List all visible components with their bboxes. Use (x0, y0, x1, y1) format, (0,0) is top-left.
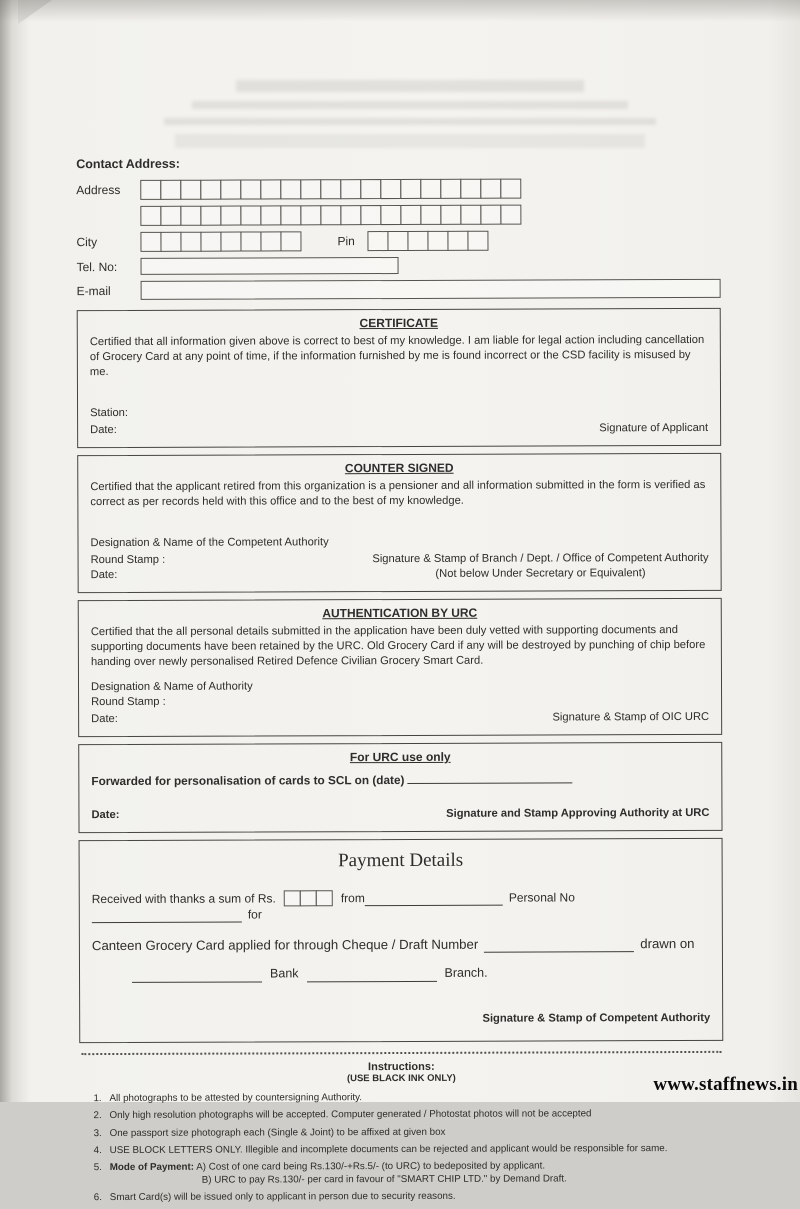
mode-of-payment-prefix: Mode of Payment: (110, 1162, 194, 1173)
counter-round-stamp-label: Round Stamp : Date: (91, 553, 166, 583)
received-prefix: Received with thanks a sum of Rs. (92, 890, 276, 907)
forwarded-line: Forwarded for personalisation of cards to SCL on (date) (91, 772, 709, 790)
address-boxes-row2 (140, 205, 521, 226)
char-box (280, 205, 301, 225)
char-box (320, 205, 341, 225)
payment-section (79, 838, 724, 1043)
counter-signed-body: Certified that the applicant retired from this organization is a pensioner and all information submitted in the form is verified as correct as per records held with this office and to the best of my knowledge. (90, 478, 708, 510)
char-box (420, 179, 441, 199)
char-box (427, 231, 448, 251)
authentication-section (78, 598, 722, 737)
char-box (380, 205, 401, 225)
personal-no-line (92, 911, 242, 923)
branch-label: Branch. (444, 965, 487, 982)
certificate-body: Certified that all information given above is correct to best of my knowledge. I am liable for legal action including cancellation of Grocery Card at any point of time, if the information furnished by me is found incorrect or the CSD facility is misused by me. (90, 333, 708, 380)
line2-prefix: Canteen Grocery Card applied for through Cheque / Draft Number (92, 935, 478, 954)
counter-signature-block (372, 551, 708, 582)
forwarded-date-line (408, 773, 573, 785)
oic-urc-signature-label: Signature & Stamp of OIC URC (552, 710, 709, 726)
payment-line-1 (92, 888, 710, 922)
char-box (340, 205, 361, 225)
contact-address-heading: Contact Address: (76, 155, 720, 171)
applicant-signature-label: Signature of Applicant (599, 421, 708, 436)
auth-designation-label: Designation & Name of Authority (91, 678, 709, 695)
char-box (140, 180, 161, 200)
char-box (316, 890, 333, 906)
certificate-section (77, 308, 721, 448)
instruction-item: 6. Smart Card(s) will be issued only to applicant in person due to security reasons. (80, 1189, 724, 1204)
char-box (300, 890, 317, 906)
char-box (220, 232, 241, 252)
char-box (284, 890, 301, 906)
address-row-2 (76, 204, 720, 226)
char-box (320, 179, 341, 199)
urc-signature-label: Signature and Stamp Approving Authority at URC (446, 806, 709, 822)
city-boxes (140, 231, 301, 252)
counter-signature-note: (Not below Under Secretary or Equivalent) (435, 567, 645, 580)
auth-round-stamp-label: Round Stamp : (91, 693, 709, 710)
from-line (365, 894, 503, 905)
cheque-number-line (484, 942, 634, 954)
bank-line (132, 972, 262, 983)
char-box (340, 179, 361, 199)
char-box (380, 179, 401, 199)
address-boxes-row1 (140, 179, 521, 200)
pin-boxes (367, 231, 488, 251)
auth-date-label: Date: (91, 712, 118, 727)
instruction-item: 4. USE BLOCK LETTERS ONLY. Illegible and incomplete documents can be rejected and applicant would be responsible for same. (80, 1142, 724, 1157)
counter-signed-title: COUNTER SIGNED (90, 459, 708, 477)
urc-use-title: For URC use only (91, 748, 709, 766)
counter-signed-section (77, 453, 721, 593)
char-box (260, 205, 281, 225)
payment-line-3 (132, 964, 710, 983)
pin-label: Pin (337, 234, 367, 248)
instructions-subheading: (USE BLACK INK ONLY) (79, 1072, 723, 1085)
form-content (76, 155, 724, 1209)
char-box (240, 205, 261, 225)
personal-no-label: Personal No (509, 889, 575, 905)
char-box (300, 179, 321, 199)
char-box (387, 231, 408, 251)
tel-label: Tel. No: (77, 259, 141, 273)
char-box (407, 231, 428, 251)
char-box (280, 179, 301, 199)
char-box (220, 206, 241, 226)
station-label: Station: (90, 404, 708, 421)
char-box (160, 206, 181, 226)
char-box (400, 205, 421, 225)
char-box (240, 179, 261, 199)
char-box (200, 180, 221, 200)
staffnews-watermark: www.staffnews.in (653, 1074, 798, 1096)
certificate-title: CERTIFICATE (90, 314, 708, 332)
city-pin-row (76, 230, 720, 252)
email-row (77, 279, 721, 300)
counter-sig-row (91, 551, 709, 583)
char-box (500, 205, 521, 225)
bank-label: Bank (270, 966, 299, 983)
tel-field (141, 257, 399, 275)
urc-sig-row (91, 806, 709, 823)
authentication-body: Certified that the all personal details submitted in the application have been duly vetted with supporting documents and supporting documents have been retained by the URC. Old Grocery Card if any will be destroyed by punching of chip before handing over newly personalised Retired Defence Civilian Grocery Smart Card. (91, 623, 709, 670)
char-box (460, 205, 481, 225)
instruction-item: 1. All photographs to be attested by countersigning Authority. (79, 1090, 723, 1105)
for-label: for (248, 906, 262, 922)
char-box (460, 179, 481, 199)
instruction-item: 2. Only high resolution photographs will be accepted. Computer generated / Photostat photos will not be accepted (79, 1107, 723, 1122)
instructions-section (79, 1060, 723, 1205)
char-box (260, 179, 281, 199)
tel-row (77, 256, 721, 275)
char-box (180, 232, 201, 252)
city-label: City (76, 235, 140, 249)
urc-use-section (78, 742, 722, 833)
char-box (260, 231, 281, 251)
email-field (141, 279, 721, 300)
char-box (240, 231, 261, 251)
char-box (180, 180, 201, 200)
counter-date-label: Date: (91, 569, 118, 581)
payment-mode-line-b: B) URC to pay Rs.130/- per card in favour of "SMART CHIP LTD." by Demand Draft. (202, 1172, 724, 1187)
char-box (480, 205, 501, 225)
auth-sig-row (91, 710, 709, 727)
payment-line-2 (92, 935, 710, 955)
from-label: from (341, 890, 365, 906)
char-box (200, 206, 221, 226)
contact-address-section (76, 155, 720, 300)
instruction-item-payment-mode: 5. Mode of Payment: A) Cost of one card being Rs.130/-+Rs.5/- (to URC) to bedeposited by applicant. B) URC to pay Rs.130/- per card in favour of "SMART CHIP LTD." by Demand Draft. (80, 1159, 724, 1188)
char-box (300, 205, 321, 225)
authentication-title: AUTHENTICATION BY URC (91, 604, 709, 622)
char-box (400, 179, 421, 199)
email-label: E-mail (77, 283, 141, 297)
char-box (447, 231, 468, 251)
char-box (500, 179, 521, 199)
char-box (360, 205, 381, 225)
char-box (367, 231, 388, 251)
urc-date-label: Date: (91, 808, 119, 823)
address-label: Address (76, 183, 140, 197)
char-box (467, 231, 488, 251)
char-box (220, 180, 241, 200)
char-box (480, 179, 501, 199)
competent-authority-signature-label: Signature & Stamp of Competent Authority (92, 1011, 710, 1028)
char-box (360, 179, 381, 199)
char-box (440, 205, 461, 225)
counter-signature-label: Signature & Stamp of Branch / Dept. / Office of Competent Authority (372, 552, 708, 565)
certificate-date-label: Date: (90, 423, 117, 438)
char-box (440, 179, 461, 199)
char-box (140, 206, 161, 226)
amount-boxes (284, 890, 333, 906)
instruction-item: 3. One passport size photograph each (Single & Joint) to be affixed at given box (80, 1124, 724, 1139)
branch-line (307, 971, 437, 982)
char-box (180, 206, 201, 226)
page-bleed-through (130, 80, 690, 157)
char-box (160, 232, 181, 252)
payment-mode-line-a: A) Cost of one card being Rs.130/-+Rs.5/- (to URC) to bedeposited by applicant. (196, 1161, 545, 1173)
dotted-separator (81, 1051, 721, 1055)
char-box (200, 232, 221, 252)
char-box (140, 232, 161, 252)
instructions-heading: Instructions: (79, 1060, 723, 1074)
payment-title: Payment Details (92, 847, 710, 875)
counter-designation-label: Designation & Name of the Competent Authority (90, 534, 708, 551)
certificate-sig-row (90, 421, 708, 438)
char-box (160, 180, 181, 200)
char-box (420, 205, 441, 225)
char-box (280, 231, 301, 251)
address-row-1 (76, 178, 720, 200)
page-corner-fold (18, 0, 52, 24)
drawn-on-label: drawn on (640, 935, 694, 953)
